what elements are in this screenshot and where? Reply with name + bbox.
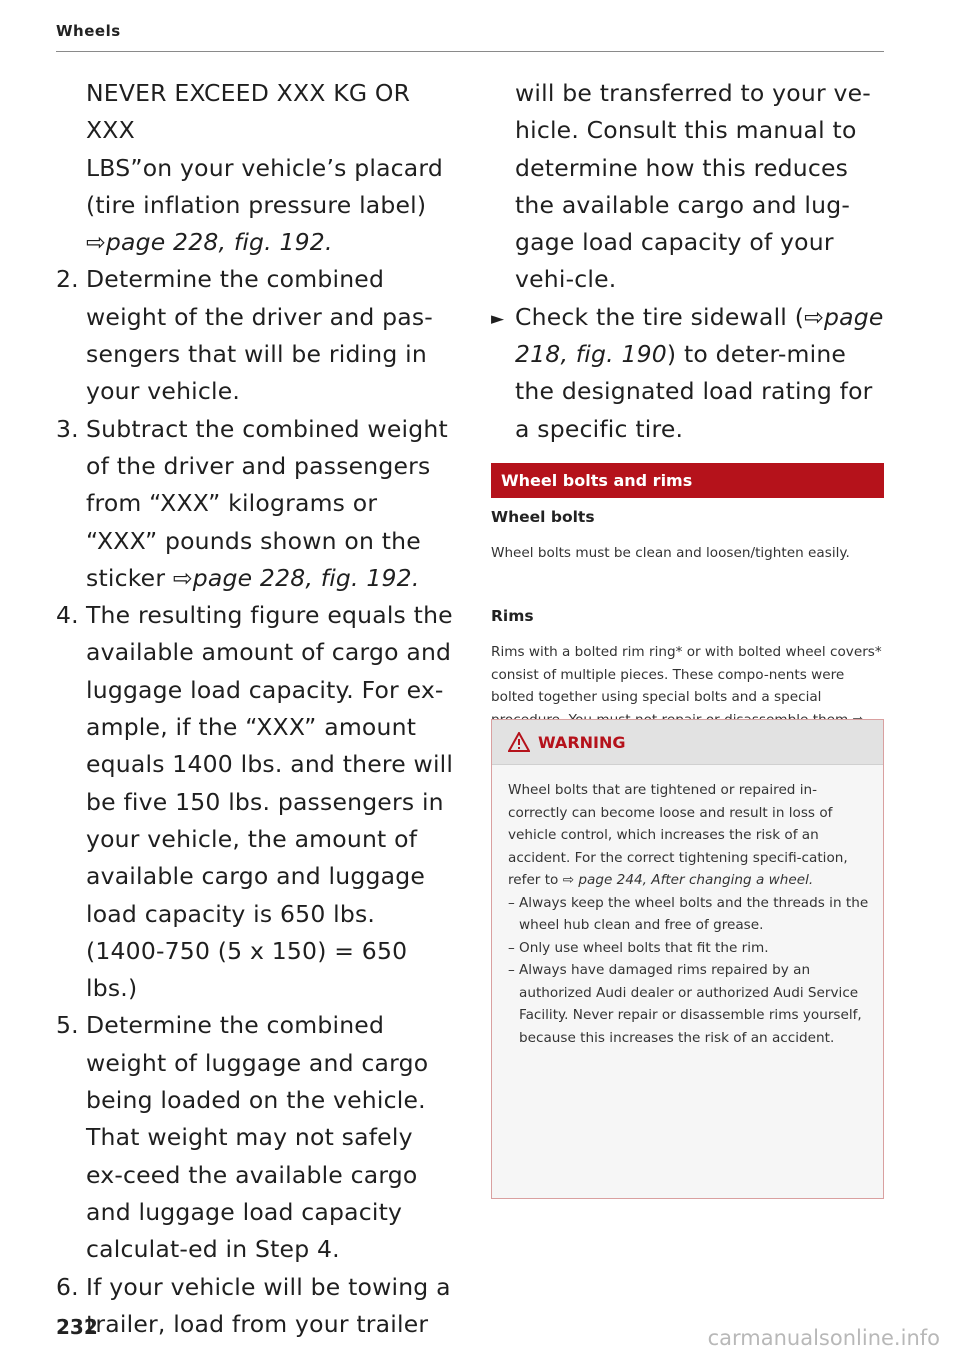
intro-continuation: [56, 75, 456, 261]
left-column: [56, 75, 456, 1343]
page-reference-link[interactable]: ⇨page 218, fig. 190: [515, 302, 884, 369]
arrow-right-icon: ⇨: [562, 872, 575, 888]
watermark: carmanualsonline.info: [707, 1326, 940, 1350]
list-item: 2. Determine the combined weight of the driver and pas-sengers that will be riding in your vehicle.: [56, 265, 433, 406]
warning-label: WARNING: [538, 732, 626, 752]
right-column: [491, 75, 884, 448]
intro-line: LBS”on your vehicle’s placard: [86, 153, 443, 182]
warning-triangle-icon: [508, 732, 530, 752]
list-item: 5. Determine the combined weight of luggage and cargo being loaded on the vehicle. That weight may not safely ex-ceed the available cargo and luggage load capacity calculat-ed in Step 4.: [56, 1011, 429, 1264]
header-divider: [56, 51, 884, 52]
warning-box: [491, 719, 884, 1199]
intro-line: (tire inflation pressure label): [86, 190, 427, 219]
warning-bullet: – Always keep the wheel bolts and the threads in the wheel hub clean and free of grease.: [508, 894, 869, 933]
action-bullet: ► Check the tire sidewall (⇨page 218, fig. 190) to deter-mine the designated load rating for a specific tire.: [491, 299, 884, 448]
warning-bullet: – Always have damaged rims repaired by an authorized Audi dealer or authorized Audi Service Facility. Never repair or disassemble rims yourself, because this increases the risk of an accident.: [508, 962, 862, 1046]
intro-line: NEVER EXCEED XXX KG OR XXX: [86, 79, 411, 145]
page-number: 232: [56, 1315, 98, 1339]
continuation-text: will be transferred to your ve-hicle. Consult this manual to determine how this reduces the available cargo and lug-gage load capacity of your vehi-cle.: [515, 79, 871, 294]
wheel-bolts-text: Wheel bolts must be clean and loosen/tighten easily.: [491, 545, 850, 561]
page-reference-link[interactable]: ⇨page 228, fig. 192.: [86, 228, 333, 257]
page-reference-link[interactable]: ⇨ page 244, After changing a wheel.: [562, 872, 814, 888]
list-item: 6. If your vehicle will be towing a trailer, load from your trailer: [56, 1272, 451, 1338]
running-header: Wheels: [56, 22, 121, 40]
wheel-bolts-heading: Wheel bolts: [491, 508, 595, 526]
arrow-right-icon: ⇨: [804, 302, 824, 331]
warning-header: [492, 720, 883, 765]
arrow-right-icon: ⇨: [86, 228, 106, 257]
list-item: 4. The resulting figure equals the available amount of cargo and luggage load capacity. For ex-ample, if the “XXX” amount equals 1400 lbs. and there will be five 150 lbs. passengers in your vehicle, the amount of available cargo and luggage load capacity is 650 lbs. (1400-750 (5 x 150) = 650 lbs.): [56, 601, 454, 1003]
triangle-bullet-icon: ►: [491, 308, 505, 329]
arrow-right-icon: ⇨: [172, 563, 193, 592]
warning-text: Wheel bolts that are tightened or repaired in-correctly can become loose and result in loss of vehicle control, which increases the risk of an accident. For the correct tightening specifi-cation, refer to ⇨ page 244, After changing a wheel.: [508, 782, 848, 888]
list-item: 3. Subtract the combined weight of the driver and passengers from “XXX” kilograms or “XXX” pounds shown on the sticker ⇨page 228, fig. 192.: [56, 414, 448, 592]
page-reference-link[interactable]: ⇨page 228, fig. 192.: [172, 563, 420, 592]
warning-bullet: – Only use wheel bolts that fit the rim.: [508, 939, 769, 956]
warning-body: [492, 765, 883, 1049]
rims-text: Rims with a bolted rim ring* or with bolted wheel covers* consist of multiple pieces. These compo-nents were bolted together using special bolts and a special: [491, 641, 884, 754]
section-title: Wheel bolts and rims: [491, 463, 884, 498]
rims-heading: Rims: [491, 607, 534, 625]
